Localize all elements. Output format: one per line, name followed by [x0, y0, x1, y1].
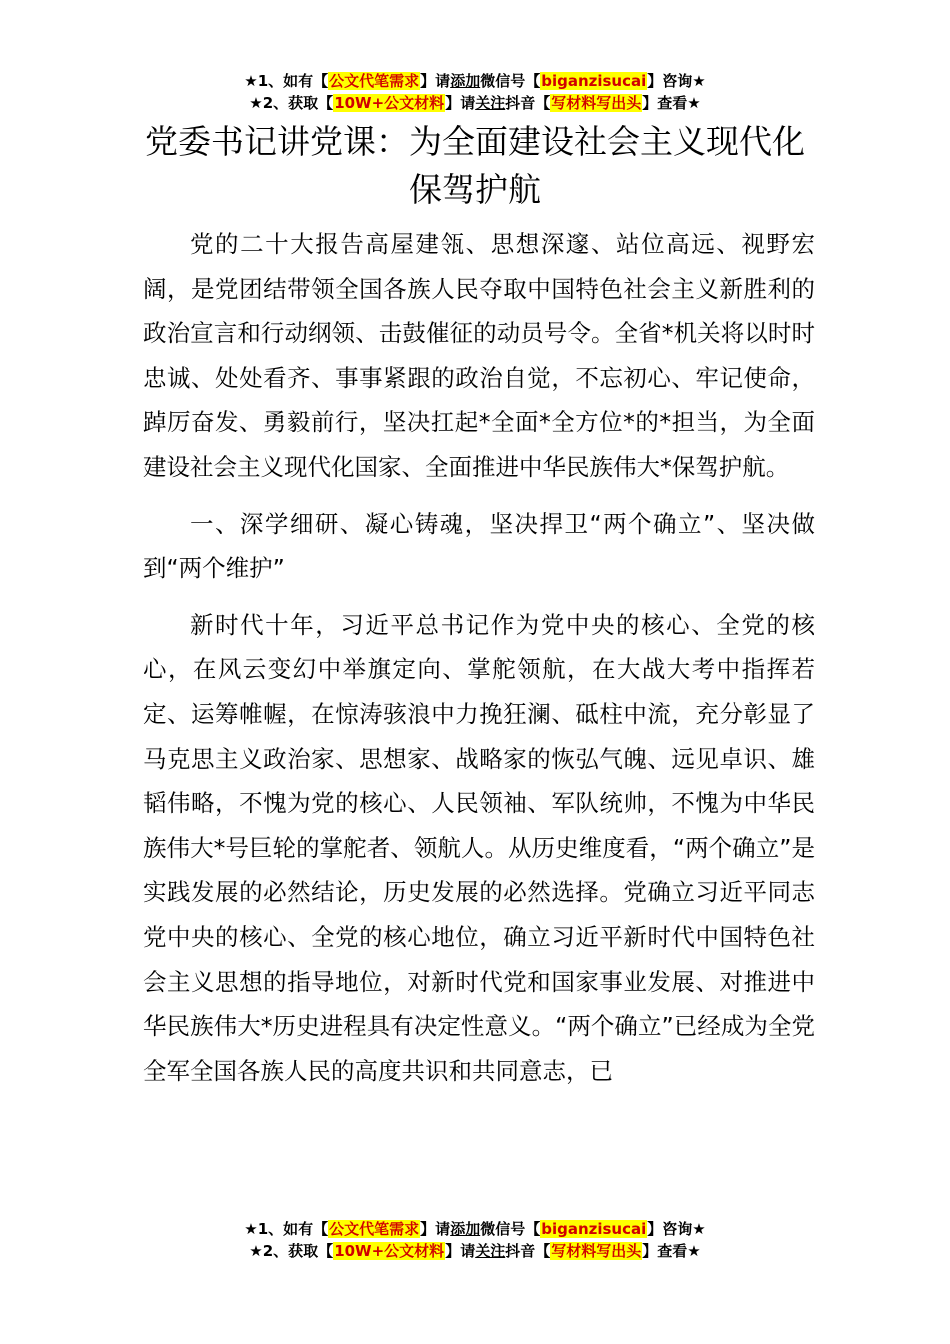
banner-text: 】请: [420, 1220, 451, 1238]
banner-text: 微信号【: [480, 72, 541, 90]
banner-line-1: [0, 1218, 950, 1240]
banner-text: ★1、如有【: [244, 1220, 329, 1238]
banner-text: ★2、获取【: [249, 94, 334, 112]
douyin-id-highlight: 写材料写出头: [551, 1242, 642, 1260]
banner-text: ★1、如有【: [244, 72, 329, 90]
document-body: [143, 222, 815, 1105]
banner-text: 】请: [420, 72, 451, 90]
banner-text: 】查看★: [642, 94, 701, 112]
highlight-text: 10W+公文材料: [334, 1242, 445, 1260]
underlined-text: 关注: [475, 1242, 506, 1260]
banner-text: 】请: [445, 94, 476, 112]
header-banner: [0, 70, 950, 114]
banner-text: ★2、获取【: [249, 1242, 334, 1260]
banner-line-2: [0, 92, 950, 114]
highlight-text: 公文代笔需求: [329, 1220, 420, 1238]
banner-text: 】请: [445, 1242, 476, 1260]
banner-text: 】查看★: [642, 1242, 701, 1260]
banner-text: 】咨询★: [647, 1220, 706, 1238]
underlined-text: 关注: [475, 94, 506, 112]
body-paragraph: 党的二十大报告高屋建瓴、思想深邃、站位高远、视野宏阔，是党团结带领全国各族人民夺取中国特色社会主义新胜利的政治宣言和行动纲领、击鼓催征的动员号令。全省*机关将以时时忠诚、处处看齐、事事紧跟的政治自觉，不忘初心、牢记使命，踔厉奋发、勇毅前行，坚决扛起*全面*全方位*的*担当，为全面建设社会主义现代化国家、全面推进中华民族伟大*保驾护航。: [143, 230, 815, 481]
document-title: 党委书记讲党课：为全面建设社会主义现代化保驾护航: [145, 122, 805, 209]
wechat-id-highlight: biganzisucai: [541, 72, 647, 90]
highlight-text: 10W+公文材料: [334, 94, 445, 112]
body-paragraph: 新时代十年，习近平总书记作为党中央的核心、全党的核心，在风云变幻中举旗定向、掌舵领航，在大战大考中指挥若定、运筹帷幄，在惊涛骇浪中力挽狂澜、砥柱中流，充分彰显了马克思主义政治家、思想家、战略家的恢弘气魄、远见卓识、雄韬伟略，不愧为党的核心、人民领袖、军队统帅，不愧为中华民族伟大*号巨轮的掌舵者、领航人。从历史维度看，“两个确立”是实践发展的必然结论，历史发展的必然选择。党确立习近平同志党中央的核心、全党的核心地位，确立习近平新时代中国特色社会主义思想的指导地位，对新时代党和国家事业发展、对推进中华民族伟大*历史进程具有决定性意义。“两个确立”已经成为全党全军全国各族人民的高度共识和共同意志，已: [143, 610, 815, 1085]
underlined-text: 添加: [450, 72, 481, 90]
banner-text: 微信号【: [480, 1220, 541, 1238]
highlight-text: 公文代笔需求: [329, 72, 420, 90]
footer-banner: [0, 1218, 950, 1262]
section-heading: 一、深学细研、凝心铸魂，坚决捍卫“两个确立”、坚决做到“两个维护”: [143, 509, 815, 583]
banner-line-1: [0, 70, 950, 92]
banner-text: 】咨询★: [647, 72, 706, 90]
douyin-id-highlight: 写材料写出头: [551, 94, 642, 112]
banner-line-2: [0, 1240, 950, 1262]
wechat-id-highlight: biganzisucai: [541, 1220, 647, 1238]
banner-text: 抖音【: [505, 1242, 551, 1260]
underlined-text: 添加: [450, 1220, 481, 1238]
banner-text: 抖音【: [505, 94, 551, 112]
